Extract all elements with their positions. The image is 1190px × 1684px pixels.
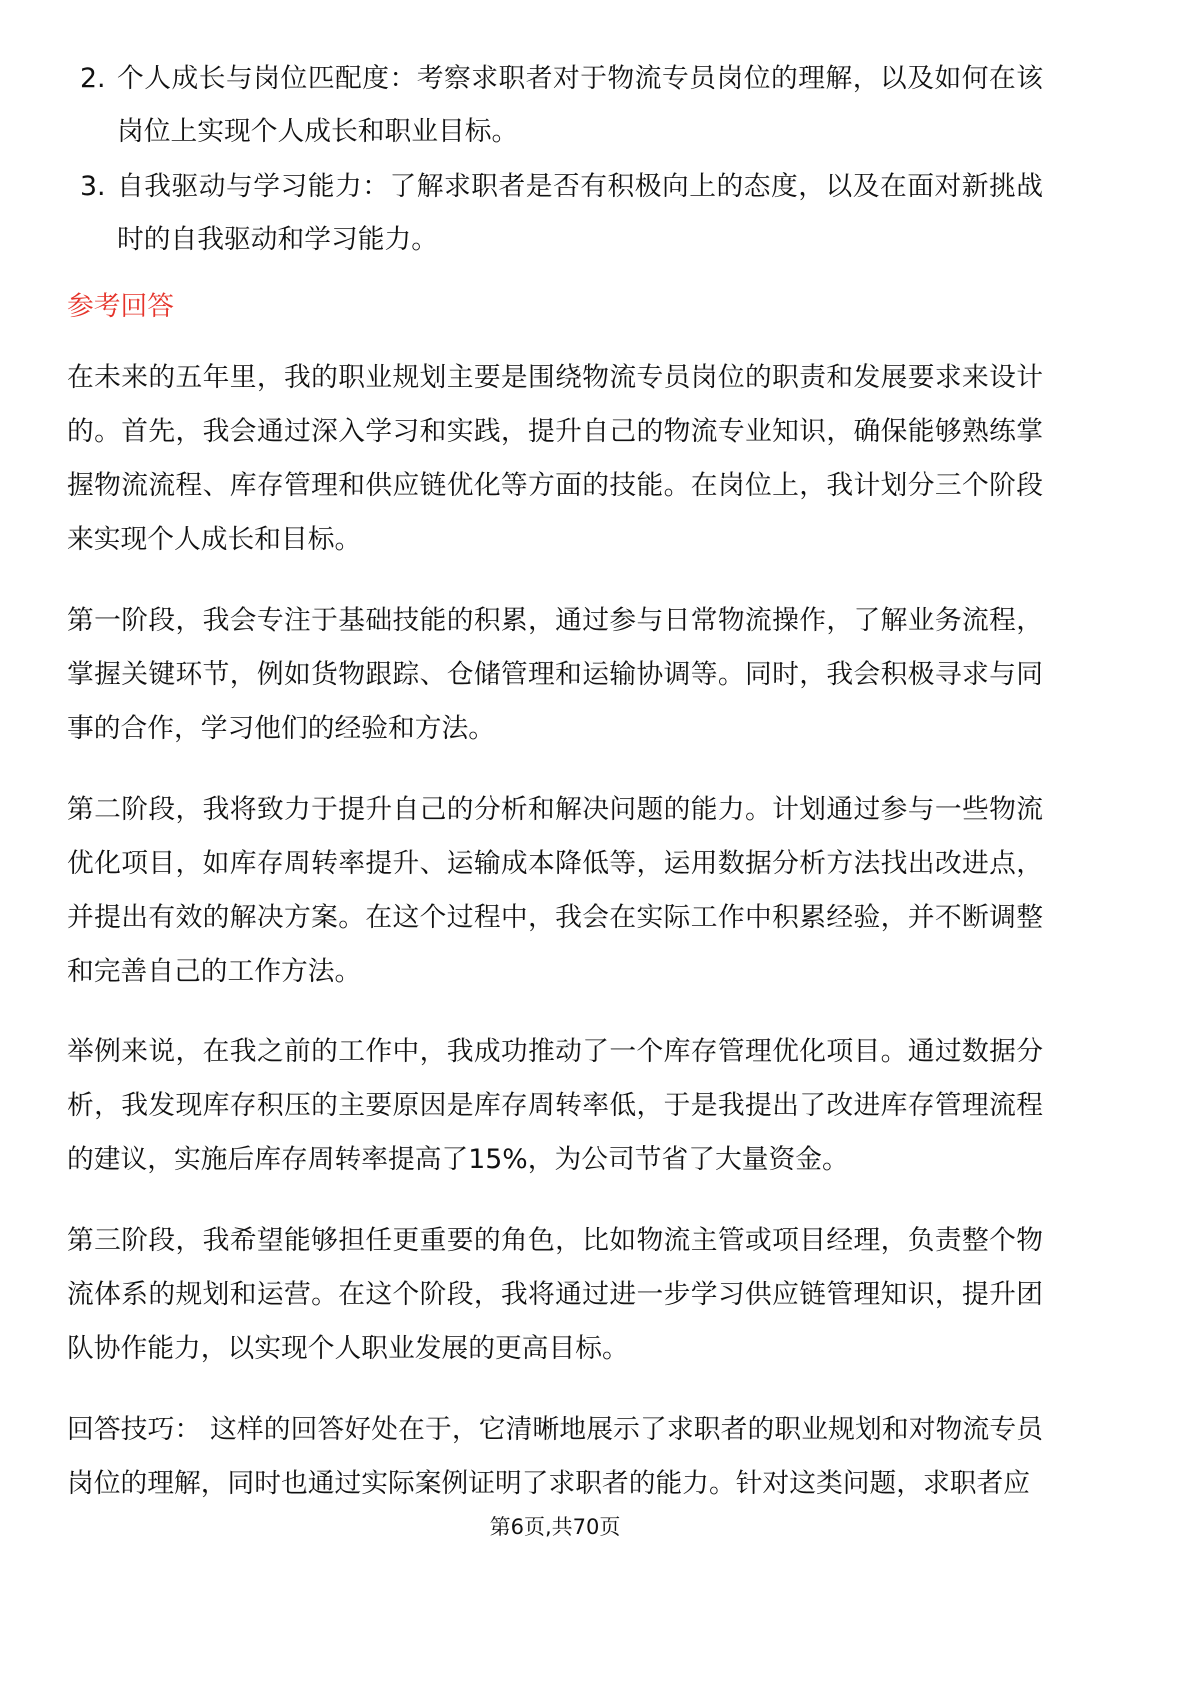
paragraph-stage-one: 第一阶段，我会专注于基础技能的积累，通过参与日常物流操作，了解业务流程，掌握关键环节，例如货物跟踪、仓储管理和运输协调等。同时，我会积极寻求与同事的合作，学习他们的经验和方法。 (67, 604, 1043, 744)
list-item (67, 52, 1043, 158)
list-item-text: 个人成长与岗位匹配度：考察求职者对于物流专员岗位的理解，以及如何在该岗位上实现个人成长和职业目标。 (117, 63, 1043, 147)
paragraph-intro: 在未来的五年里，我的职业规划主要是围绕物流专员岗位的职责和发展要求来设计的。首先，我会通过深入学习和实践，提升自己的物流专业知识，确保能够熟练掌握物流流程、库存管理和供应链优化等方面的技能。在岗位上，我计划分三个阶段来实现个人成长和目标。 (67, 362, 1043, 555)
list-item-text: 自我驱动与学习能力：了解求职者是否有积极向上的态度，以及在面对新挑战时的自我驱动和学习能力。 (117, 171, 1043, 255)
list-item (67, 160, 1043, 266)
criteria-list (67, 52, 1043, 266)
page-content (67, 52, 1043, 1538)
paragraph-stage-three: 第三阶段，我希望能够担任更重要的角色，比如物流主管或项目经理，负责整个物流体系的规划和运营。在这个阶段，我将通过进一步学习供应链管理知识，提升团队协作能力，以实现个人职业发展的更高目标。 (67, 1225, 1043, 1364)
paragraph-answer-tips: 回答技巧： 这样的回答好处在于，它清晰地展示了求职者的职业规划和对物流专员岗位的理解，同时也通过实际案例证明了求职者的能力。针对这类问题，求职者应 (67, 1413, 1043, 1499)
paragraph-example: 举例来说，在我之前的工作中，我成功推动了一个库存管理优化项目。通过数据分析，我发现库存积压的主要原因是库存周转率低，于是我提出了改进库存管理流程的建议，实施后库存周转率提高了15%，为公司节省了大量资金。 (67, 1036, 1043, 1176)
list-item-number: 2. (80, 63, 106, 94)
list-item-number: 3. (80, 171, 106, 202)
page-number-footer: 第6页,共70页 (489, 1515, 621, 1539)
section-heading: 参考回答 (67, 291, 175, 322)
paragraph-stage-two: 第二阶段，我将致力于提升自己的分析和解决问题的能力。计划通过参与一些物流优化项目，如库存周转率提升、运输成本降低等，运用数据分析方法找出改进点，并提出有效的解决方案。在这个过程中，我会在实际工作中积累经验，并不断调整和完善自己的工作方法。 (67, 793, 1043, 987)
